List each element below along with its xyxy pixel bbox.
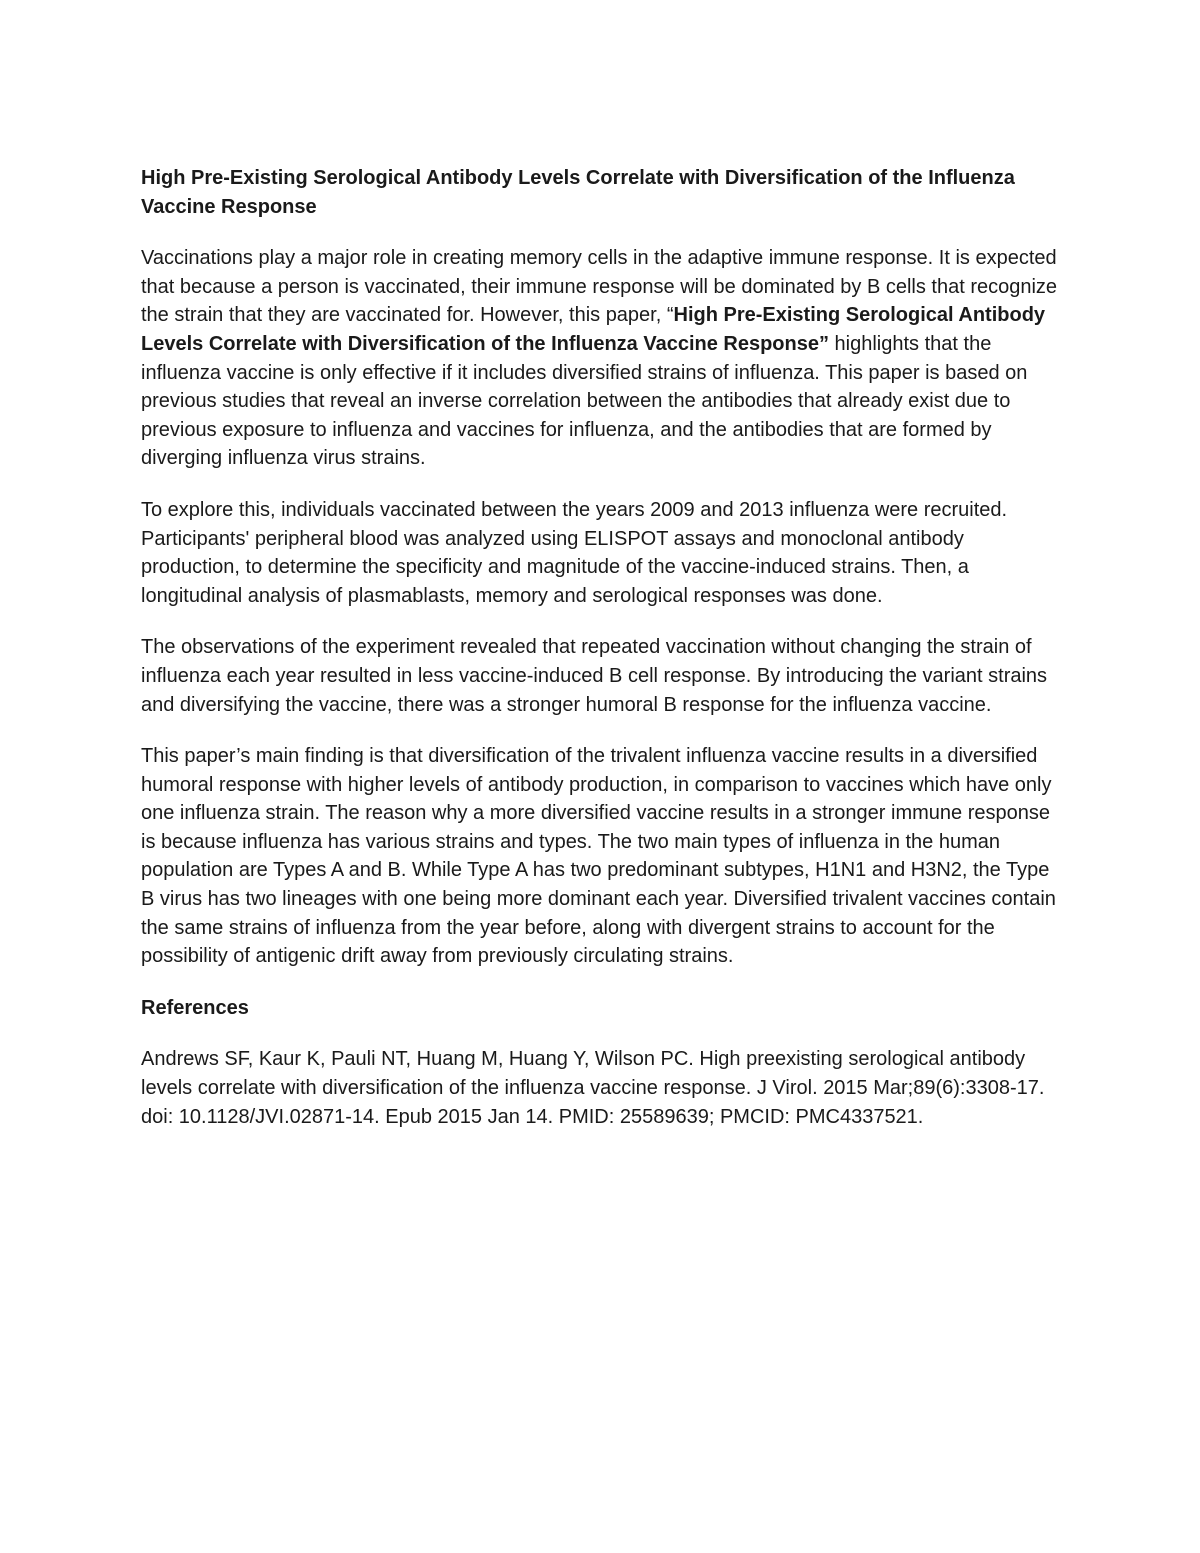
paragraph-main-finding: This paper’s main finding is that diversification of the trivalent influenza vaccine results in a diversified humoral response with higher levels of antibody production, in comparison to vaccines which have only one influenza strain. The reason why a more diversified vaccine results in a stronger immune response is because influenza has various strains and types. The two main types of influenza in the human population are Types A and B. While Type A has two predominant subtypes, H1N1 and H3N2, the Type B virus has two lineages with one being more dominant each year. Diversified trivalent vaccines contain the same strains of influenza from the year before, along with divergent strains to account for the possibility of antigenic drift away from previously circulating strains.: [141, 745, 1056, 968]
document-page: [141, 164, 1066, 1131]
reference-item: Andrews SF, Kaur K, Pauli NT, Huang M, Huang Y, Wilson PC. High preexisting serological antibody levels correlate with diversification of the influenza vaccine response. J Virol. 2015 Mar;89(6):3308-17. doi: 10.1128/JVI.02871-14. Epub 2015 Jan 14. PMID: 25589639; PMCID: PMC4337521.: [141, 1048, 1045, 1128]
paragraph-introduction-text-after: highlights that the influenza vaccine is only effective if it includes diversified strains of influenza. This paper is based on previous studies that reveal an inverse correlation between the antibodies that already exist due to previous exposure to influenza and vaccines for influenza, and the antibodies that are formed by diverging influenza virus strains.: [141, 332, 1028, 470]
paragraph-introduction: [141, 244, 1066, 473]
paragraph-observations: The observations of the experiment revealed that repeated vaccination without changing the strain of influenza each year resulted in less vaccine-induced B cell response. By introducing the variant strains and diversifying the vaccine, there was a stronger humoral B response for the influenza vaccine.: [141, 636, 1048, 716]
document-title: High Pre-Existing Serological Antibody Levels Correlate with Diversification of the Influenza Vaccine Response: [141, 167, 1015, 218]
references-heading: References: [141, 996, 249, 1019]
paragraph-introduction-bold-title: High Pre-Existing Serological Antibody Levels Correlate with Diversification of the Influenza Vaccine Response”: [141, 304, 1046, 355]
paragraph-introduction-text-before: Vaccinations play a major role in creating memory cells in the adaptive immune response. It is expected that because a person is vaccinated, their immune response will be dominated by B cells that recognize the strain that they are vaccinated for. However, this paper, “: [141, 247, 1058, 327]
paragraph-methods: To explore this, individuals vaccinated between the years 2009 and 2013 influenza were recruited. Participants' peripheral blood was analyzed using ELISPOT assays and monoclonal antibody production, to determine the specificity and magnitude of the vaccine-induced strains. Then, a longitudinal analysis of plasmablasts, memory and serological responses was done.: [141, 498, 1008, 607]
